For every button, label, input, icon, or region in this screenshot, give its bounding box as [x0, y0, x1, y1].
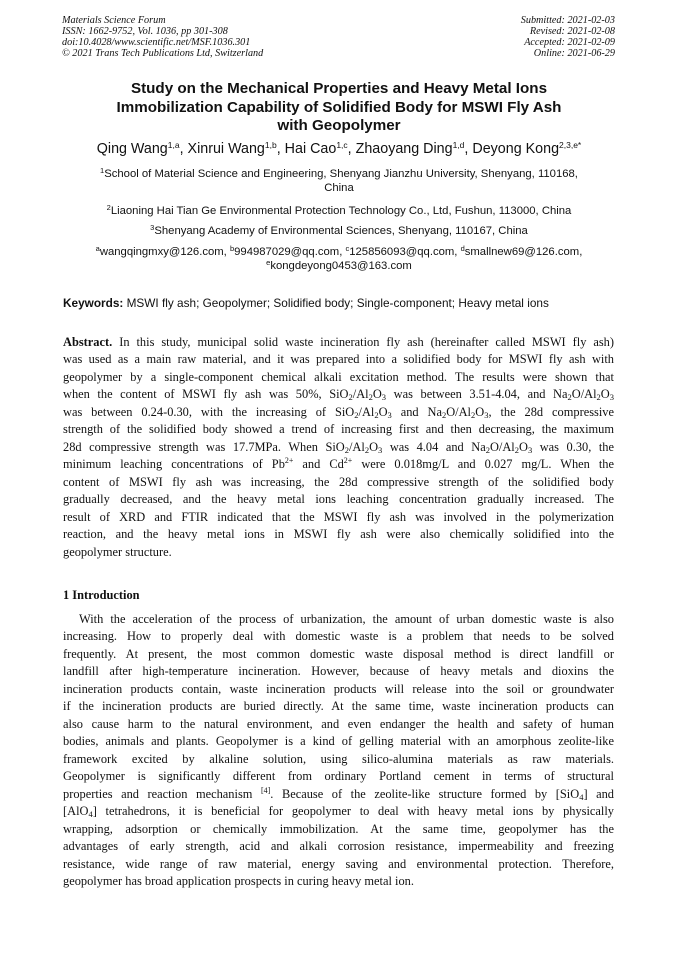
text: /Al [358, 404, 375, 419]
subscript: 2 [364, 444, 370, 455]
paragraph-line: With the acceleration of the process of urbanization, the amount of urban domestic waste is also [79, 612, 614, 626]
citation[interactable]: [4] [260, 785, 271, 795]
text: was 4.04 and Na [382, 439, 486, 454]
author-name: Deyong Kong [472, 141, 560, 157]
affiliation-1 [60, 168, 618, 195]
text: properties and reaction mechanism [63, 786, 261, 801]
abstract-line: result of XRD and FTIR indicated that the MSWI fly ash was involved in the polymerization [63, 509, 614, 524]
email-sup: b [229, 244, 235, 253]
author-list: Qing Wang$^{1,a}$, Xinrui Wang$^{1,b}$, Hai Cao$^{1,c}$, Zhaoyang Ding$^{1,d}$, Deyong Kong$^{2,3,e*}$ [96, 140, 582, 157]
subscript: 2 [514, 444, 519, 455]
email-link[interactable]: smallnew69@126.com, [464, 246, 583, 258]
author-affil-sup: 1,a [167, 140, 180, 150]
subscript: 3 [381, 392, 387, 403]
paragraph-line: also cause harm to the natural environment, and even endanger the health and safety of human [63, 716, 614, 731]
author-affil-sup: 1,c [336, 140, 348, 150]
paragraph-line [63, 803, 614, 820]
abstract-label: Abstract. [63, 335, 113, 349]
journal-issn: ISSN: 1662-9752, Vol. 1036, pp 301-308 [62, 26, 228, 37]
subscript: 2 [348, 392, 353, 403]
text: In this study, municipal solid waste incineration fly ash (hereinafter called MSWI fly ash) [112, 335, 614, 349]
keywords-text: MSWI fly ash; Geopolymer; Solidified body; Single-component; Heavy metal ions [123, 296, 549, 310]
introduction-body [63, 611, 614, 891]
text: [AlO [63, 804, 89, 819]
text: . Because of the zeolite-like structure formed by [SiO [270, 786, 580, 801]
affiliation-number: 2 [106, 203, 111, 212]
subscript: 2 [344, 444, 349, 455]
paragraph-line: geopolymer has broad application prospects in curing heavy metal ion. [63, 874, 414, 889]
text: minimum leaching concentrations of Pb [63, 457, 285, 472]
abstract-line: geopolymer by a single-component chemical alkali excitation method. The results were shown that [63, 369, 614, 384]
paragraph-line: increasing. How to properly deal with domestic waste is a problem that needs to be solved [63, 629, 614, 644]
abstract-line [63, 456, 614, 473]
title-line: Immobilization Capability of Solidified Body for MSWI Fly Ash [116, 98, 562, 116]
author-name: Hai Cao [284, 141, 337, 157]
email-sup: e [266, 257, 271, 267]
superscript: 2+ [343, 456, 353, 466]
text: ] tetrahedrons, it is beneficial for geopolymer to deal with heavy metal ions by physically [92, 804, 614, 819]
subscript: 2 [471, 409, 476, 420]
text: O [519, 439, 528, 454]
abstract-line [63, 404, 614, 421]
text: and Na [391, 404, 442, 419]
abstract-line: strength of the solidified body showed a trend of increasing first and then decreasing, the maximum [63, 422, 614, 437]
journal-name: Materials Science Forum [62, 15, 166, 26]
text: /Al [348, 439, 365, 454]
text: O [378, 404, 388, 419]
text: O [369, 439, 379, 454]
email-link[interactable]: wangqingmxy@126.com, [99, 246, 230, 258]
subscript: 3 [527, 444, 533, 455]
paragraph-line: Geopolymer is significantly different from ordinary Portland cement in terms of structural [63, 769, 614, 784]
affiliation-3 [60, 225, 618, 239]
text: O [600, 387, 610, 402]
subscript: 4 [88, 809, 93, 820]
journal-copyright: © 2021 Trans Tech Publications Ltd, Switzerland [62, 48, 264, 59]
author-affil-sup: 2,3,e* [559, 140, 582, 150]
subscript: 4 [579, 791, 584, 802]
author-affil-sup: 1,d [452, 140, 465, 150]
paragraph-line: landfill after high-temperature incineration. However, because of heavy metals and dioxins the [63, 664, 614, 679]
subscript: 2 [368, 392, 373, 403]
text: 28d compressive strength was 17.7MPa. When SiO [63, 439, 345, 454]
text: , the 28d compressive [488, 404, 614, 419]
author-name: Xinrui Wang [187, 141, 265, 157]
email-link[interactable]: kongdeyong0453@163.com [270, 259, 412, 272]
paragraph-line: framework excited by alkaline solution, using silico-alumina materials as raw materials. [63, 751, 614, 766]
subscript: 3 [387, 409, 392, 420]
affiliation-text: China [324, 181, 354, 194]
subscript: 2 [354, 409, 359, 420]
affiliation-text: Shenyang Academy of Environmental Sciences, Shenyang, 110167, China [154, 225, 528, 237]
email-link[interactable]: 125856093@qq.com, [349, 246, 461, 258]
subscript: 2 [441, 409, 447, 420]
date-revised: Revised: 2021-02-08 [529, 26, 615, 37]
affiliation-number: 1 [100, 166, 105, 175]
subscript: 2 [374, 409, 379, 420]
paper-title [60, 80, 618, 136]
superscript: 2+ [284, 456, 294, 466]
journal-doi[interactable]: doi:10.4028/www.scientific.net/MSF.1036.301 [62, 37, 251, 48]
author-name: Zhaoyang Ding [355, 141, 453, 157]
text: ] and [583, 786, 615, 801]
text: /Al [352, 387, 369, 402]
abstract-line [63, 439, 614, 456]
abstract-line: gradually decreased, and the heavy metal ions leaching concentration gradually increased. The [63, 492, 614, 507]
email-link[interactable]: 994987029@qq.com, [234, 246, 346, 258]
paragraph-line: wrapping, adsorption or chemically immobilization. At the same time, geopolymer has the [63, 821, 614, 836]
journal-info [62, 15, 263, 59]
subscript: 2 [485, 444, 490, 455]
text: when the content of MSWI fly ash was 50%, SiO [63, 387, 349, 402]
text: and Cd [293, 457, 344, 472]
abstract-line [63, 386, 614, 403]
paragraph-line: resistance, wide range of raw material, energy saving and environmental protection. Therefore, [63, 856, 614, 871]
email-sup: d [460, 244, 465, 253]
abstract [63, 334, 614, 561]
subscript: 3 [484, 409, 489, 420]
paragraph-line: bodies, animals and plants. Geopolymer is a kind of gelling material with an amorphous zeolite-like [63, 734, 614, 749]
date-submitted: Submitted: 2021-02-03 [520, 15, 615, 26]
text: O [372, 387, 382, 402]
paragraph-line: advantages of early strength, acid and alkali corrosion resistance, impermeability and freezing [63, 839, 614, 854]
date-accepted: Accepted: 2021-02-09 [524, 37, 615, 48]
title-line: with Geopolymer [277, 117, 401, 134]
paragraph-line [63, 786, 614, 803]
text: were 0.018mg/L and 0.027 mg/L. When the [352, 457, 614, 472]
author-affil-sup: 1,b [264, 140, 277, 150]
abstract-line [63, 334, 614, 351]
email-sup: c [345, 244, 350, 253]
paragraph-line: frequently. At present, the most common domestic waste disposal method is direct landfill or [63, 646, 614, 661]
submission-dates [521, 15, 615, 59]
title-line: Study on the Mechanical Properties and Heavy Metal Ions [130, 80, 548, 97]
email-list [60, 246, 618, 273]
affiliation-number: 3 [150, 223, 155, 232]
subscript: 3 [378, 444, 383, 455]
date-online: Online: 2021-06-29 [533, 48, 615, 59]
affiliation-text: Liaoning Hai Tian Ge Environmental Protection Technology Co., Ltd, Fushun, 113000, China [110, 205, 572, 217]
abstract-line: was used as a main raw material, and it was prepared into a solidified body for MSWI fly ash with [63, 352, 614, 367]
abstract-line: content of MSWI fly ash was increasing, the 28d compressive strength of the solidified body [63, 474, 614, 489]
affiliation-text: School of Material Science and Engineering, Shenyang Jianzhu University, Shenyang, 110168, [104, 168, 578, 180]
keywords [63, 296, 619, 311]
text: O/Al [571, 387, 597, 402]
paragraph-line: incineration products contain, waste incineration products will release into the soil or groundwater [63, 681, 614, 696]
text: O [475, 404, 485, 419]
text: O/Al [446, 404, 472, 419]
text: was between 0.24-0.30, with the increasing of SiO [63, 404, 355, 419]
keywords-label: Keywords: [63, 296, 124, 310]
subscript: 2 [596, 392, 601, 403]
paragraph-line: if the incineration products are buried directly. At the same time, waste incineration products can [63, 699, 614, 714]
text: was 0.30, the [532, 439, 614, 454]
text: was between 3.51-4.04, and Na [386, 387, 568, 402]
affiliation-2 [60, 205, 618, 219]
text: O/Al [489, 439, 515, 454]
email-sup: a [95, 244, 100, 253]
author-name: Qing Wang [96, 141, 168, 157]
abstract-line: geopolymer structure. [63, 544, 172, 559]
abstract-line: reaction, and the heavy metal ions in MSWI fly ash were also chemically solidified into the [63, 527, 614, 542]
section-heading: 1 Introduction [63, 588, 140, 602]
subscript: 3 [609, 392, 614, 403]
subscript: 2 [567, 392, 572, 403]
